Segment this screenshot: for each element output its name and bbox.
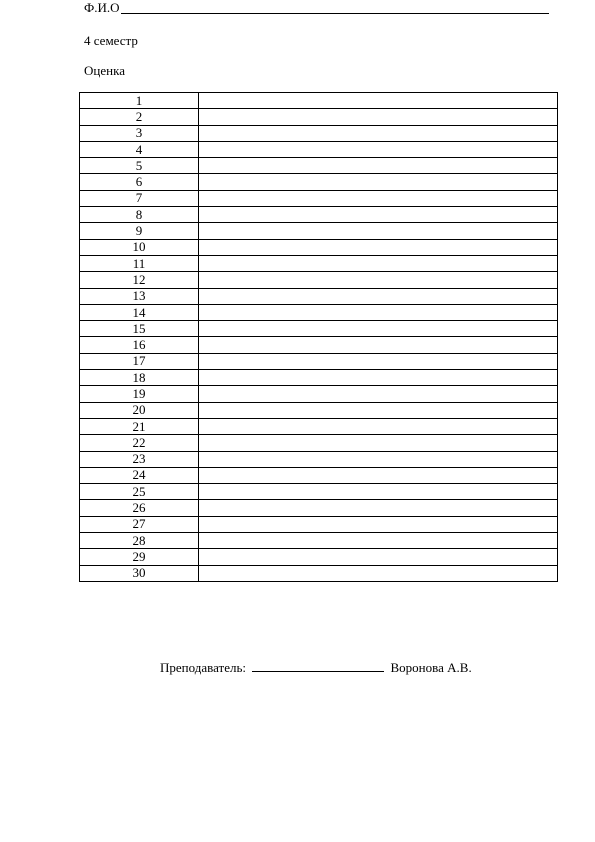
row-number: 8 — [80, 207, 199, 223]
grade-cell[interactable] — [199, 272, 558, 288]
table-row — [80, 223, 558, 239]
grade-cell[interactable] — [199, 207, 558, 223]
fio-label: Ф.И.О — [84, 0, 120, 15]
row-number: 20 — [80, 402, 199, 418]
grade-cell[interactable] — [199, 402, 558, 418]
grade-cell[interactable] — [199, 158, 558, 174]
table-row — [80, 239, 558, 255]
table-row — [80, 125, 558, 141]
fio-underline[interactable] — [121, 13, 549, 14]
table-row — [80, 174, 558, 190]
table-row — [80, 484, 558, 500]
grade-cell[interactable] — [199, 533, 558, 549]
row-number: 30 — [80, 565, 199, 581]
signature-line — [160, 660, 472, 676]
row-number: 6 — [80, 174, 199, 190]
table-row — [80, 304, 558, 320]
row-number: 25 — [80, 484, 199, 500]
semester-label: 4 семестр — [84, 33, 138, 48]
grade-cell[interactable] — [199, 386, 558, 402]
grade-cell[interactable] — [199, 288, 558, 304]
grade-cell[interactable] — [199, 174, 558, 190]
grade-cell[interactable] — [199, 467, 558, 483]
row-number: 11 — [80, 255, 199, 271]
table-row — [80, 288, 558, 304]
row-number: 3 — [80, 125, 199, 141]
table-row — [80, 321, 558, 337]
row-number: 5 — [80, 158, 199, 174]
table-row — [80, 402, 558, 418]
grade-cell[interactable] — [199, 141, 558, 157]
grade-cell[interactable] — [199, 255, 558, 271]
row-number: 28 — [80, 533, 199, 549]
signature-blank[interactable] — [252, 661, 384, 672]
row-number: 1 — [80, 93, 199, 109]
grade-cell[interactable] — [199, 451, 558, 467]
row-number: 13 — [80, 288, 199, 304]
grade-cell[interactable] — [199, 190, 558, 206]
table-row — [80, 190, 558, 206]
row-number: 19 — [80, 386, 199, 402]
table-row — [80, 533, 558, 549]
table-row — [80, 565, 558, 581]
grade-heading: Оценка — [84, 63, 125, 78]
row-number: 16 — [80, 337, 199, 353]
grade-cell[interactable] — [199, 549, 558, 565]
row-number: 18 — [80, 370, 199, 386]
grade-cell[interactable] — [199, 93, 558, 109]
table-row — [80, 158, 558, 174]
grade-cell[interactable] — [199, 125, 558, 141]
grade-cell[interactable] — [199, 337, 558, 353]
grade-cell[interactable] — [199, 223, 558, 239]
grade-cell[interactable] — [199, 500, 558, 516]
row-number: 2 — [80, 109, 199, 125]
row-number: 27 — [80, 516, 199, 532]
teacher-label: Преподаватель: — [160, 660, 247, 675]
table-row — [80, 451, 558, 467]
row-number: 22 — [80, 435, 199, 451]
table-row — [80, 109, 558, 125]
table-row — [80, 467, 558, 483]
table-row — [80, 255, 558, 271]
table-row — [80, 353, 558, 369]
teacher-name: Воронова А.В. — [390, 660, 472, 675]
table-row — [80, 549, 558, 565]
row-number: 23 — [80, 451, 199, 467]
grade-cell[interactable] — [199, 435, 558, 451]
grade-cell[interactable] — [199, 370, 558, 386]
grades-table — [79, 92, 558, 582]
row-number: 10 — [80, 239, 199, 255]
table-row — [80, 272, 558, 288]
grade-cell[interactable] — [199, 321, 558, 337]
row-number: 24 — [80, 467, 199, 483]
row-number: 14 — [80, 304, 199, 320]
table-row — [80, 418, 558, 434]
grades-table-body — [80, 93, 558, 582]
table-row — [80, 386, 558, 402]
grade-cell[interactable] — [199, 239, 558, 255]
table-row — [80, 516, 558, 532]
table-row — [80, 141, 558, 157]
grade-cell[interactable] — [199, 516, 558, 532]
grade-cell[interactable] — [199, 109, 558, 125]
grade-cell[interactable] — [199, 418, 558, 434]
row-number: 4 — [80, 141, 199, 157]
row-number: 29 — [80, 549, 199, 565]
grade-cell[interactable] — [199, 304, 558, 320]
row-number: 7 — [80, 190, 199, 206]
table-row — [80, 435, 558, 451]
row-number: 15 — [80, 321, 199, 337]
table-row — [80, 370, 558, 386]
grade-cell[interactable] — [199, 353, 558, 369]
row-number: 17 — [80, 353, 199, 369]
table-row — [80, 500, 558, 516]
row-number: 12 — [80, 272, 199, 288]
grade-cell[interactable] — [199, 484, 558, 500]
table-row — [80, 337, 558, 353]
grade-cell[interactable] — [199, 565, 558, 581]
table-row — [80, 207, 558, 223]
row-number: 26 — [80, 500, 199, 516]
row-number: 21 — [80, 418, 199, 434]
table-row — [80, 93, 558, 109]
row-number: 9 — [80, 223, 199, 239]
